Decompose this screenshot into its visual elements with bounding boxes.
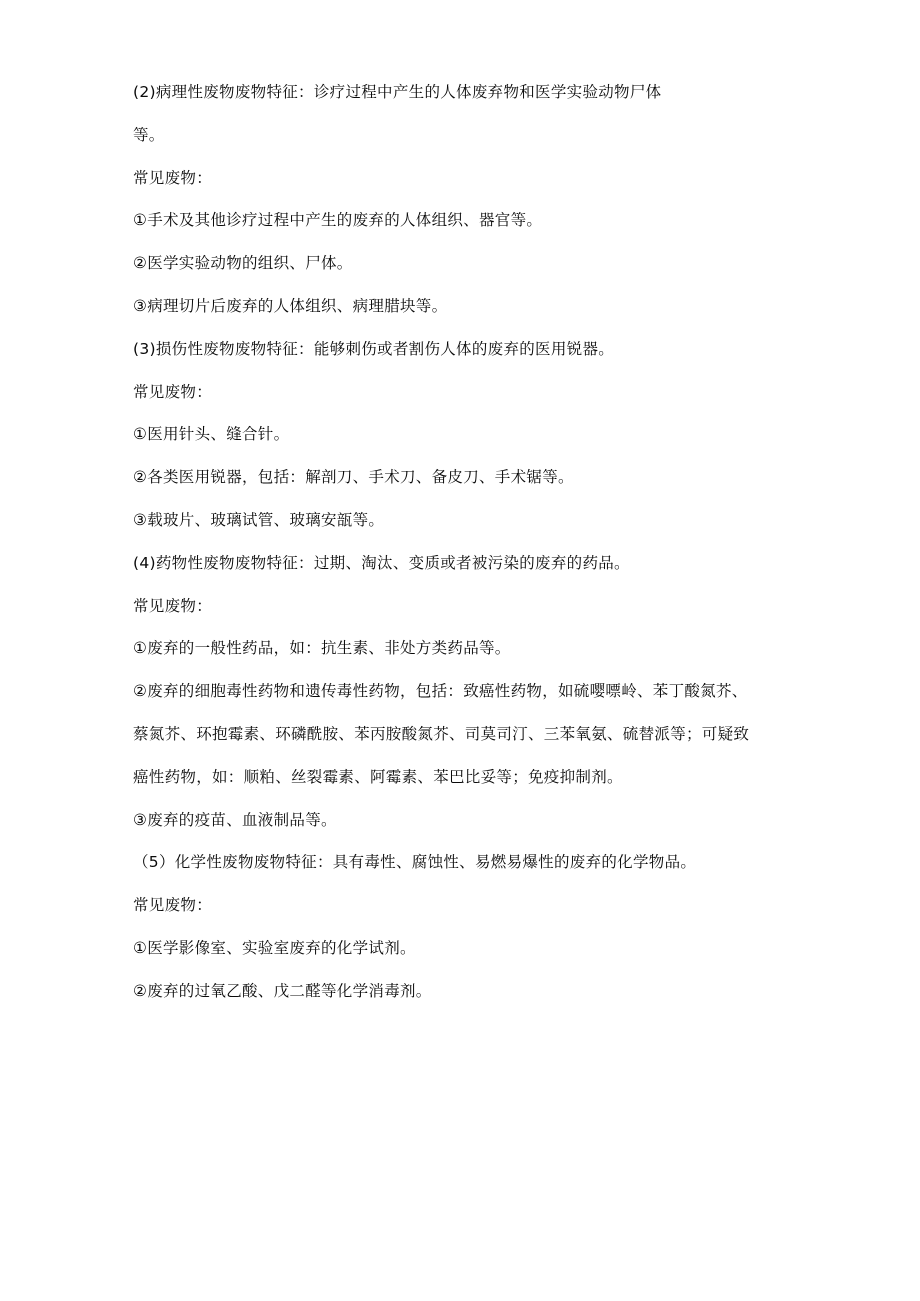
list-item: ②医学实验动物的组织、尸体。 [133,254,353,273]
paragraph-line: (2)病理性废物废物特征：诊疗过程中产生的人体废弃物和医学实验动物尸体 [133,83,662,101]
paragraph-line: 常见废物： [133,382,213,401]
list-item: ②废弃的细胞毒性药物和遗传毒性药物，包括：致癌性药物，如硫嘤嘌岭、苯丁酸氮芥、 [133,682,748,701]
paragraph-line: 常见废物： [133,596,213,615]
document-text-body [133,85,805,1000]
list-item: ①废弃的一般性药品，如：抗生素、非处方类药品等。 [133,639,511,658]
paragraph-line: 常见废物： [133,168,213,187]
list-item: ①医学影像室、实验室废弃的化学试剂。 [133,938,416,957]
list-item-continuation: 蔡氮芥、环抱霉素、环磷酰胺、苯丙胺酸氮芥、司莫司汀、三苯氧氨、硫替派等；可疑致 [133,724,750,743]
list-item: ②废弃的过氧乙酸、戊二醛等化学消毒剂。 [133,981,432,1000]
paragraph-line: 等。 [133,125,165,144]
paragraph-line: （5）化学性废物废物特征：具有毒性、腐蚀性、易燃易爆性的废弃的化学物品。 [133,853,697,872]
list-item: ③载玻片、玻璃试管、玻璃安瓿等。 [133,510,385,529]
paragraph-line: 常见废物： [133,896,213,915]
list-item: ③废弃的疫苗、血液制品等。 [133,810,337,829]
list-item: ②各类医用锐器，包括：解剖刀、手术刀、备皮刀、手术锯等。 [133,468,574,487]
paragraph-line: (3)损伤性废物废物特征：能够刺伤或者割伤人体的废弃的医用锐器。 [133,339,615,358]
list-item: ①手术及其他诊疗过程中产生的废弃的人体组织、器官等。 [133,211,543,230]
list-item: ①医用针头、缝合针。 [133,425,290,444]
list-item: ③病理切片后废弃的人体组织、病理腊块等。 [133,296,448,315]
paragraph-line: (4)药物性废物废物特征：过期、淘汰、变质或者被污染的废弃的药品。 [133,553,630,572]
list-item-continuation: 癌性药物，如：顺粕、丝裂霉素、阿霉素、苯巴比妥等；免疫抑制剂。 [133,767,623,786]
